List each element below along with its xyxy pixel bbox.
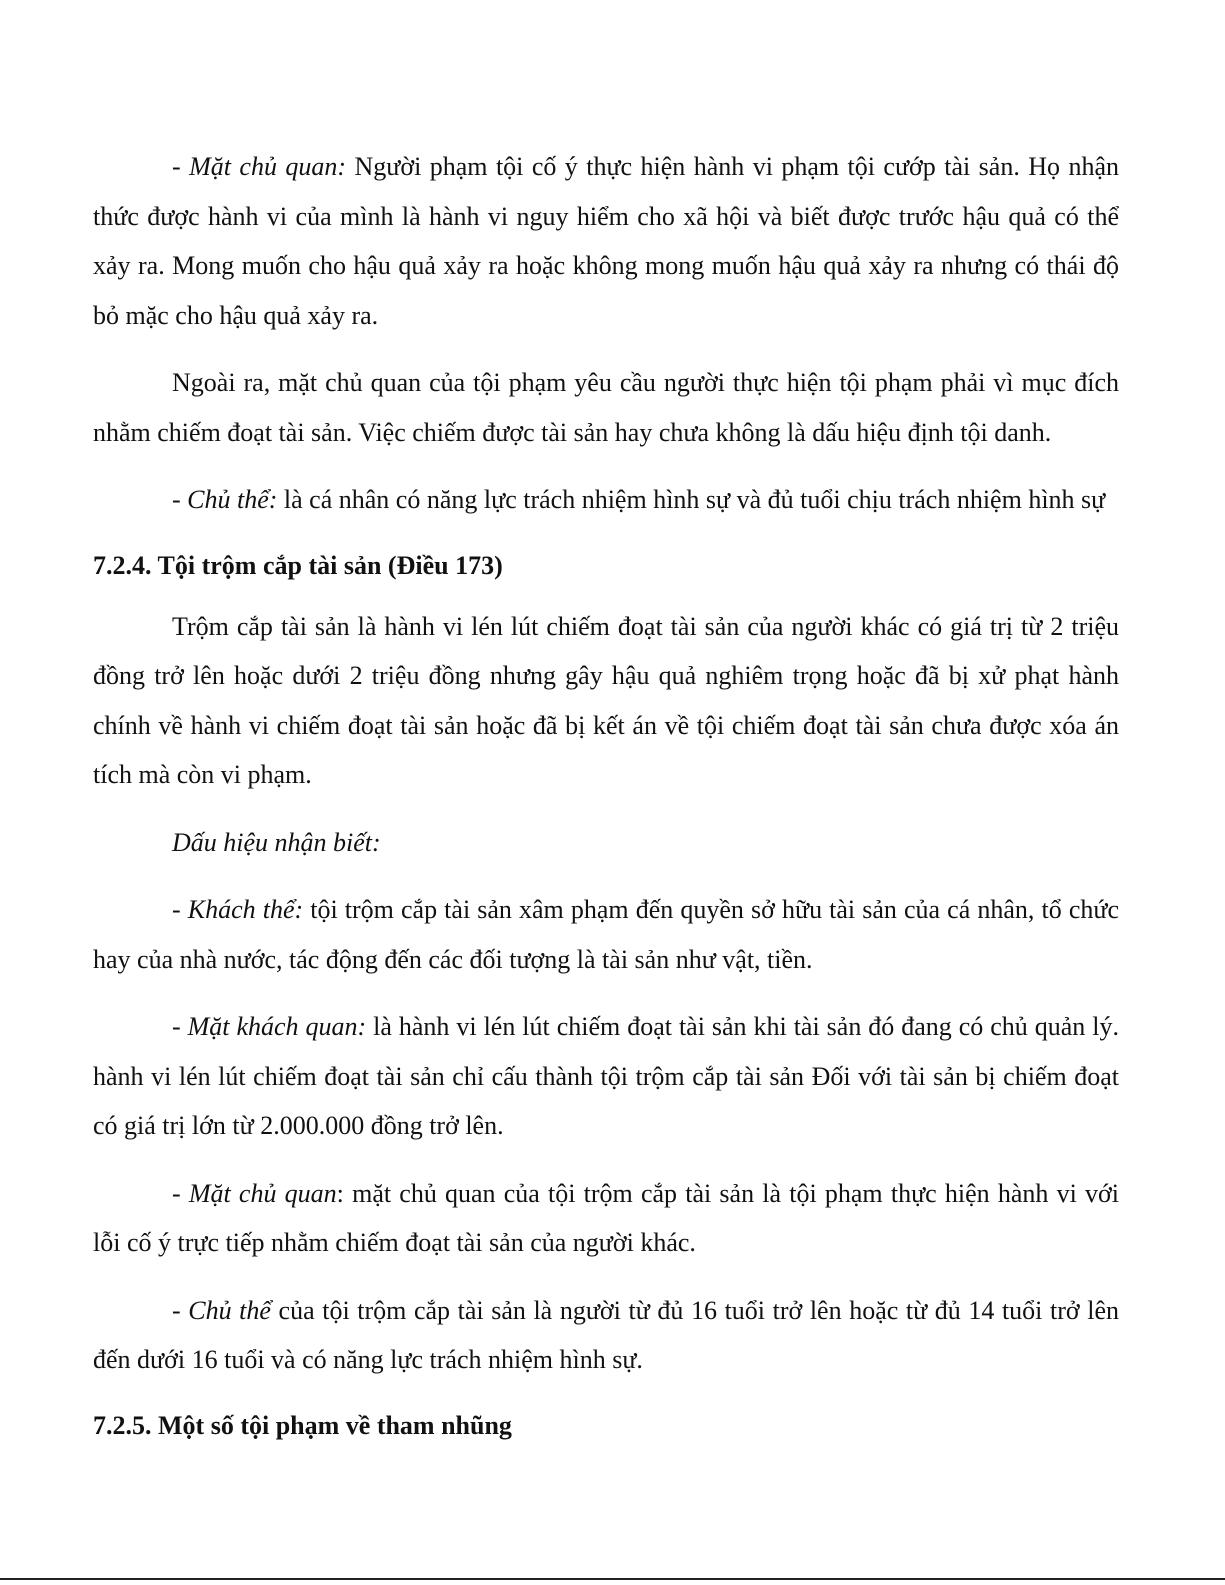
paragraph-label: Dấu hiệu nhận biết: xyxy=(172,827,381,857)
paragraph-mat-khach-quan xyxy=(93,1002,1119,1151)
document-body xyxy=(93,142,1119,1462)
paragraph-definition xyxy=(93,602,1119,800)
paragraph-text: Trộm cắp tài sản là hành vi lén lút chiếm đoạt tài sản của người khác có giá trị từ 2 triệu đồng trở lên hoặc dưới 2 triệu đồng nhưng gây hậu quả nghiêm trọng hoặc đã bị xử phạt hành chính về hành vi chiếm đoạt tài sản hoặc đã bị kết án về tội chiếm đoạt tài sản chưa được xóa án tích mà còn vi phạm. xyxy=(93,611,1119,789)
paragraph-text: là cá nhân có năng lực trách nhiệm hình sự và đủ tuổi chịu trách nhiệm hình sự xyxy=(277,485,1106,514)
paragraph-text: Ngoài ra, mặt chủ quan của tội phạm yêu cầu người thực hiện tội phạm phải vì mục đích nhằm chiếm đoạt tài sản. Việc chiếm được tài sản hay chưa không là dấu hiệu định tội danh. xyxy=(93,368,1119,447)
paragraph-label: - Mặt khách quan: xyxy=(172,1012,367,1041)
paragraph-text: : mặt chủ quan của tội trộm cắp tài sản là tội phạm thực hiện hành vi với lỗi cố ý trực tiếp nhằm chiếm đoạt tài sản của người khác. xyxy=(93,1178,1119,1257)
paragraph-label: - Chủ thể: xyxy=(172,485,278,514)
section-heading-7-2-5: 7.2.5. Một số tội phạm về tham nhũng xyxy=(93,1410,512,1440)
paragraph-label: - Khách thể: xyxy=(172,895,304,924)
paragraph-label: - Mặt chủ quan: xyxy=(172,152,347,181)
paragraph-text: của tội trộm cắp tài sản là người từ đủ 16 tuổi trở lên hoặc từ đủ 14 tuổi trở lên đến dưới 16 tuổi và có năng lực trách nhiệm hình sự. xyxy=(93,1295,1119,1374)
paragraph-ngoai-ra xyxy=(93,358,1119,457)
paragraph-text: là hành vi lén lút chiếm đoạt tài sản khi tài sản đó đang có chủ quản lý. hành vi lén lút chiếm đoạt tài sản chỉ cấu thành tội trộm cắp tài sản Đối với tài sản bị chiếm đoạt có giá trị lớn từ 2.000.000 đồng trở lên. xyxy=(93,1012,1119,1140)
paragraph-text: tội trộm cắp tài sản xâm phạm đến quyền sở hữu tài sản của cá nhân, tổ chức hay của nhà nước, tác động đến các đối tượng là tài sản như vật, tiền. xyxy=(93,895,1119,974)
paragraph-label: - Mặt chủ quan xyxy=(172,1178,337,1208)
paragraph-chu-the xyxy=(93,475,1119,525)
paragraph-dau-hieu xyxy=(93,818,1119,868)
section-heading-7-2-4: 7.2.4. Tội trộm cắp tài sản (Điều 173) xyxy=(93,550,503,580)
paragraph-chu-the-2 xyxy=(93,1286,1119,1385)
paragraph-mat-chu-quan-2 xyxy=(93,1169,1119,1268)
paragraph-label: - Chủ thể xyxy=(172,1295,271,1325)
paragraph-text: Người phạm tội cố ý thực hiện hành vi phạm tội cướp tài sản. Họ nhận thức được hành vi của mình là hành vi nguy hiểm cho xã hội và biết được trước hậu quả có thể xảy ra. Mong muốn cho hậu quả xảy ra hoặc không mong muốn hậu quả xảy ra nhưng có thái độ bỏ mặc cho hậu quả xảy ra. xyxy=(93,152,1119,330)
paragraph-mat-chu-quan xyxy=(93,142,1119,340)
paragraph-khach-the xyxy=(93,885,1119,984)
page-bottom-rule xyxy=(0,1578,1225,1580)
